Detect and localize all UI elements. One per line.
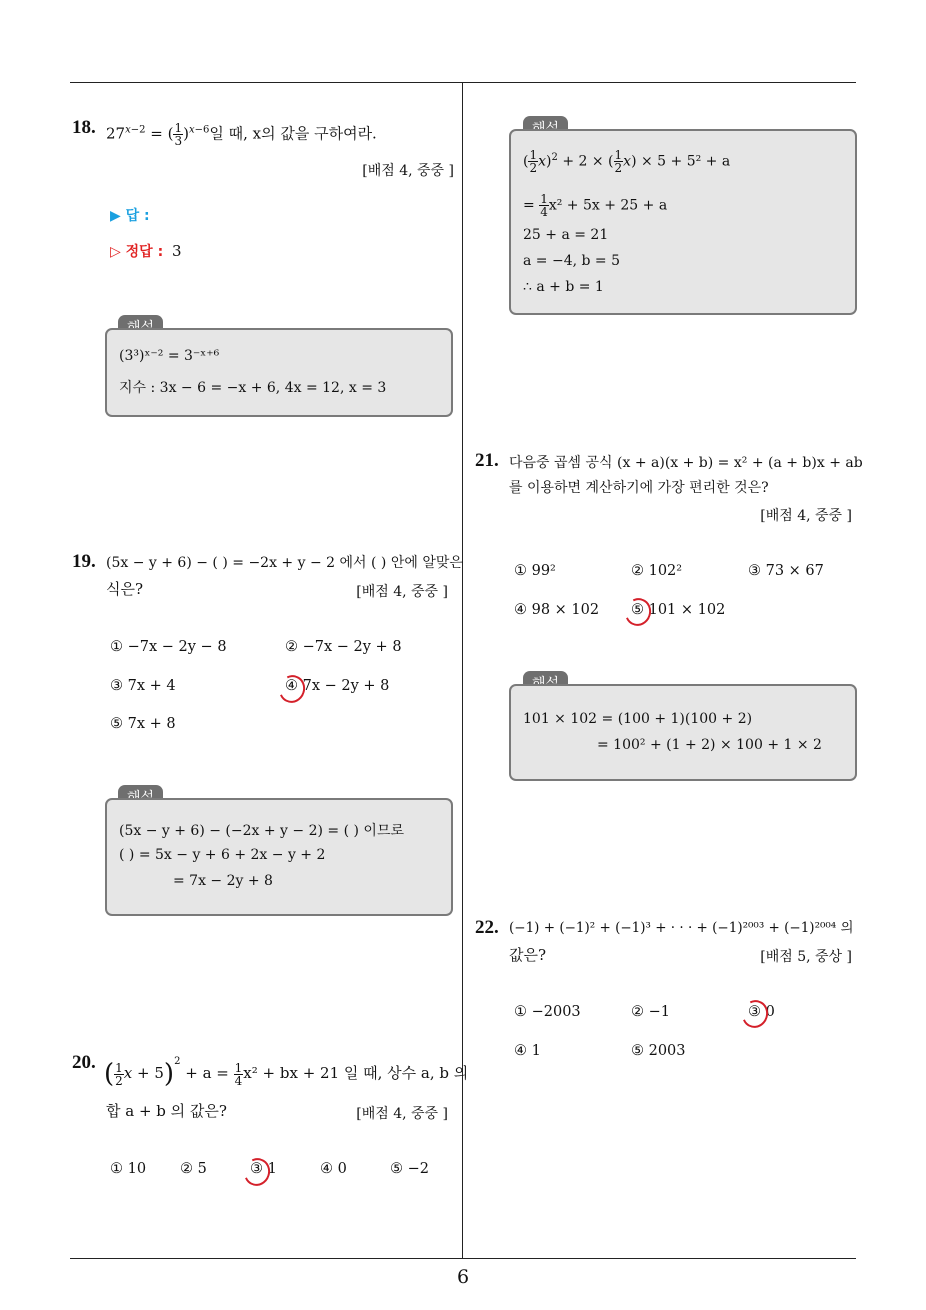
q21-exp-line2: = 100² + (1 + 2) × 100 + 1 × 2 [597,737,822,753]
q19-exp-line3: = 7x − 2y + 8 [173,873,273,889]
q22-score: [배점 5, 중상 ] [760,949,852,965]
q21-choice-5[interactable]: ⑤ 101 × 102 [631,602,726,618]
q18-correct-value: 3 [171,242,182,260]
q18-question: $27^{x-2}$ = ( $\frac{1}{3}$ )$^{x-6}$일 때, x의 값을 구하여라. [106,121,377,148]
q18-question-suffix: 일 때, x의 값을 구하여라. [209,124,377,143]
q22-choice-2[interactable]: ② −1 [631,1004,670,1020]
q22-choice-1[interactable]: ① −2003 [514,1004,581,1020]
q20-marked-answer-circle [240,1154,274,1189]
q22-choice-3[interactable]: ③ 0 [748,1004,775,1020]
q19-explain-box [105,798,453,916]
q19-line1: (5x − y + 6) − ( ) = −2x + y − 2 에서 ( ) 안에 알맞은 [106,555,463,571]
q20-exp-line4: a = −4, b = 5 [523,253,621,269]
q21-choice-1[interactable]: ① 99² [514,563,556,579]
q19-choice-3[interactable]: ③ 7x + 4 [110,678,176,694]
q20-number: 20. [72,1052,96,1073]
q20-choice-3[interactable]: ③ 1 [250,1161,277,1177]
page-number: 6 [456,1266,470,1288]
q20-exp-line2: = $\frac{1}{4}$ x² + 5x + 25 + a [523,192,668,219]
q19-line2: 식은? [106,580,144,598]
q20-exp-line3: 25 + a = 21 [523,227,609,243]
bottom-rule [70,1258,856,1259]
q18-exp-line2: 지수 : 3x − 6 = −x + 6, 4x = 12, x = 3 [119,380,387,396]
q20-exp-line2-tail: x² + 5x + 25 + a [548,197,668,214]
q20-score: [배점 4, 중중 ] [356,1106,448,1122]
q21-line1: 다음중 곱셈 공식 (x + a)(x + b) = x² + (a + b)x + ab [509,455,863,471]
q18-explain-box [105,328,453,417]
q21-exp-line1: 101 × 102 = (100 + 1)(100 + 2) [523,711,753,727]
q18-answer-label: ▶ 답 : [110,208,150,224]
q20-line1-tail2: x² + bx + 21 일 때, 상수 a, b 의 [243,1064,469,1082]
q19-choice-4[interactable]: ④ 7x − 2y + 8 [285,678,390,694]
top-rule [70,82,856,83]
q21-choice-2[interactable]: ② 102² [631,563,683,579]
q21-explain-box [509,684,857,781]
q21-choice-3[interactable]: ③ 73 × 67 [748,563,824,579]
q18-correct [110,241,182,261]
q20-choice-4[interactable]: ④ 0 [320,1161,347,1177]
q18-score: [배점 4, 중중 ] [362,163,454,179]
q19-exp-line2: ( ) = 5x − y + 6 + 2x − y + 2 [119,847,326,863]
q20-exp-line1: ( $\frac{1}{2}$ x)$^2$ + 2 × ( $\frac{1}{2}$ x) × 5 + 5² + a [523,148,731,175]
q19-choice-2[interactable]: ② −7x − 2y + 8 [285,639,402,655]
q22-line2: 값은? [509,946,547,964]
q22-choice-4[interactable]: ④ 1 [514,1043,541,1059]
q22-marked-answer-circle [738,996,772,1031]
q20-exp-line5: ∴ a + b = 1 [523,279,604,295]
q19-marked-answer-circle [275,671,309,706]
q18-exp-line1: (3³)ˣ⁻² = 3⁻ˣ⁺⁶ [119,348,220,364]
q20-line1: ( $\frac{1}{2}$ x + 5)$^2$ + a = $\frac{1}{4}$ x² + bx + 21 일 때, 상수 a, b 의 [104,1056,469,1089]
q19-choice-1[interactable]: ① −7x − 2y − 8 [110,639,227,655]
q19-number: 19. [72,551,96,572]
q20-choice-2[interactable]: ② 5 [180,1161,207,1177]
q20-exp-line1-tail2: × 5 + 5² + a [640,153,731,170]
q21-line2: 를 이용하면 계산하기에 가장 편리한 것은? [509,480,769,496]
q22-choice-5[interactable]: ⑤ 2003 [631,1043,686,1059]
q20-line1-tail: + a = [185,1064,229,1082]
q19-score: [배점 4, 중중 ] [356,584,448,600]
q20-explain-box [509,129,857,315]
q19-exp-line1: (5x − y + 6) − (−2x + y − 2) = ( ) 이므로 [119,823,404,839]
q20-choice-1[interactable]: ① 10 [110,1161,147,1177]
q18-correct-label: ▷ 정답 : [110,244,164,260]
q21-marked-answer-circle [621,594,655,629]
q18-number: 18. [72,117,96,138]
q22-number: 22. [475,917,499,938]
q21-score: [배점 4, 중중 ] [760,508,852,524]
q19-choice-5[interactable]: ⑤ 7x + 8 [110,716,176,732]
q21-number: 21. [475,450,499,471]
q21-choice-4[interactable]: ④ 98 × 102 [514,602,600,618]
q20-exp-line1-tail: + 2 × [562,153,604,170]
q20-line2: 합 a + b 의 값은? [106,1102,227,1120]
q22-line1: (−1) + (−1)² + (−1)³ + · · · + (−1)²⁰⁰³ + (−1)²⁰⁰⁴ 의 [509,920,854,936]
q20-choice-5[interactable]: ⑤ −2 [390,1161,429,1177]
